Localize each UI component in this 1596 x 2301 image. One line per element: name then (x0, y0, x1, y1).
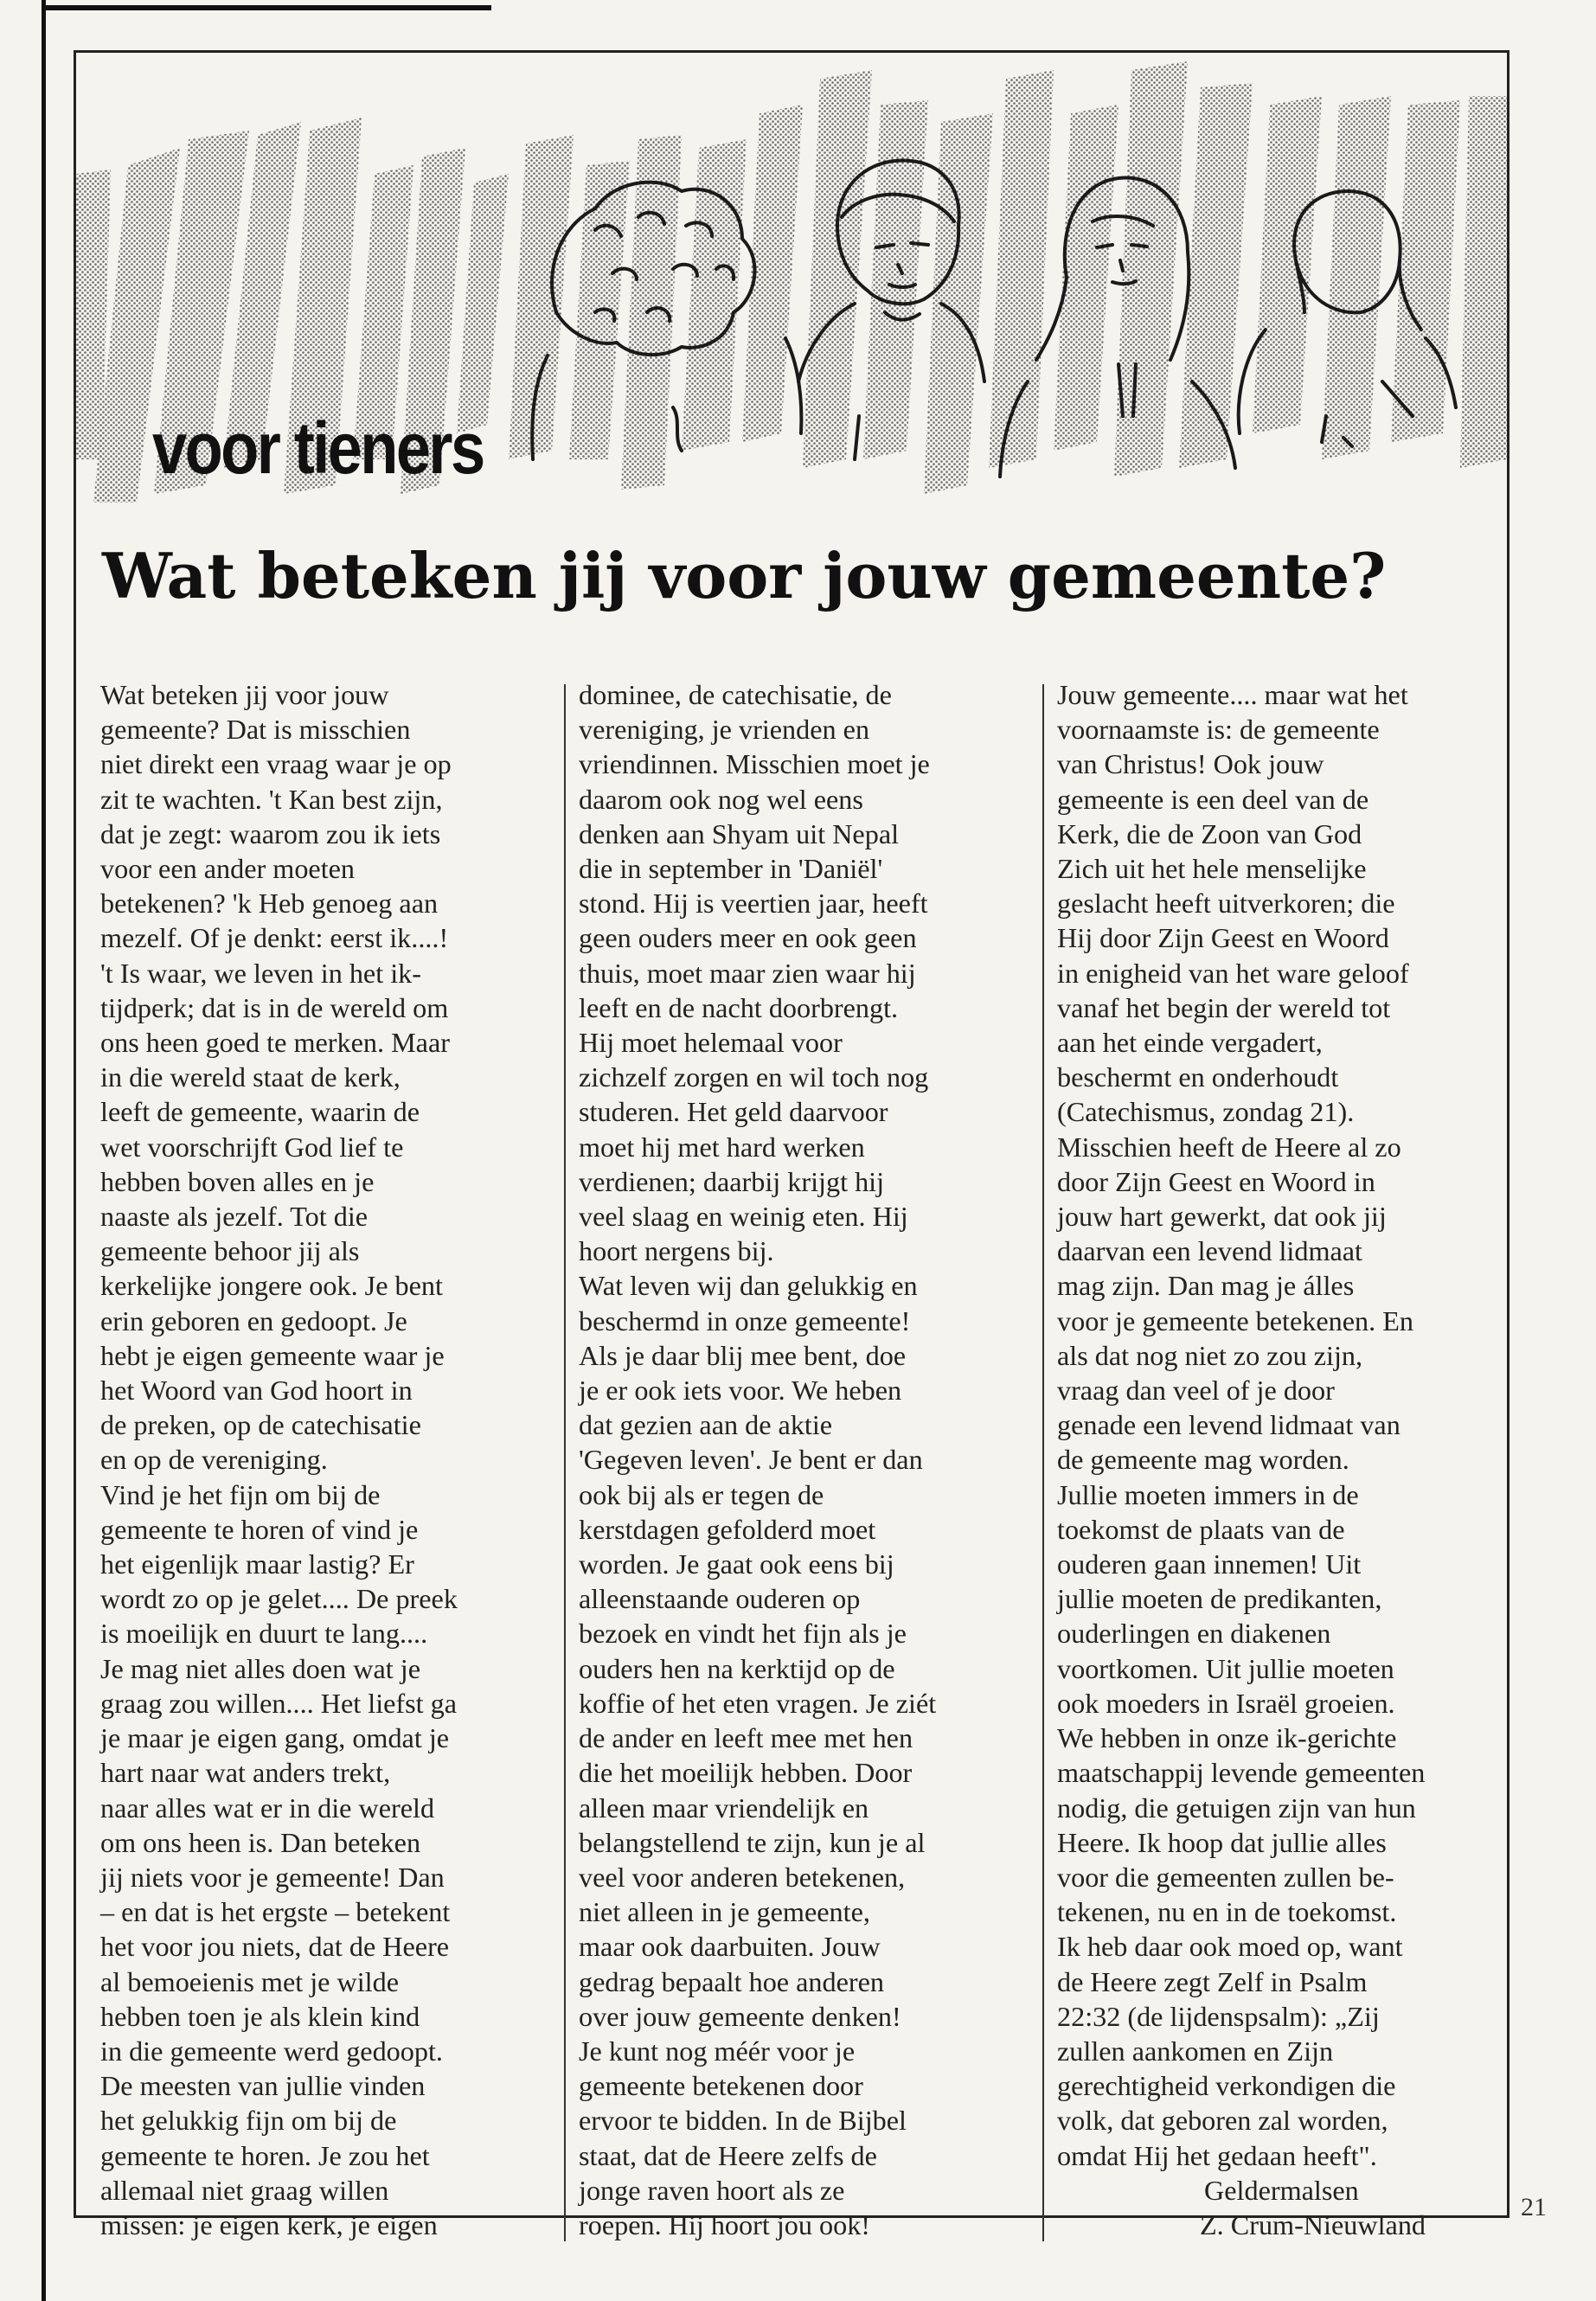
text-line: Wat beteken jij voor jouw (100, 679, 389, 710)
column-3 (1057, 677, 1507, 2252)
article-title: Wat beteken jij voor jouw gemeente? (102, 539, 1387, 612)
section-kicker: voor tieners (152, 407, 484, 489)
text-line: bezoek en vindt het fijn als je (579, 1618, 907, 1650)
text-line: wordt zo op je gelet.... De preek (100, 1583, 458, 1615)
text-line: het Woord van God hoort in (100, 1375, 413, 1407)
text-line: 22:32 (de lijdenspsalm): „Zij (1057, 2000, 1380, 2032)
text-line: gemeente betekenen door (579, 2070, 863, 2102)
text-line: leeft en de nacht doorbrengt. (579, 991, 899, 1023)
text-line: gerechtigheid verkondigen die (1057, 2070, 1396, 2102)
text-line: zichzelf zorgen en wil toch nog (579, 1061, 929, 1093)
text-line: hebt je eigen gemeente waar je (100, 1339, 445, 1371)
text-line: voor die gemeenten zullen be- (1057, 1861, 1394, 1893)
text-line: gemeente te horen of vind je (100, 1513, 419, 1545)
text-line: We hebben in onze ik-gerichte (1057, 1722, 1397, 1754)
text-line: mag zijn. Dan mag je álles (1057, 1270, 1355, 1302)
text-line: volk, dat geboren zal worden, (1057, 2105, 1388, 2137)
text-line: Als je daar blij mee bent, doe (579, 1339, 907, 1371)
text-line: gedrag bepaalt hoe anderen (579, 1965, 884, 1997)
text-line: al bemoeienis met je wilde (100, 1965, 400, 1997)
text-line: ook moeders in Israël groeien. (1057, 1687, 1395, 1719)
text-line: ouderlingen en diakenen (1057, 1618, 1331, 1650)
text-line: staat, dat de Heere zelfs de (579, 2139, 877, 2171)
text-line: ervoor te bidden. In de Bijbel (579, 2105, 907, 2137)
text-line: hebben toen je als klein kind (100, 2000, 420, 2032)
text-line: belangstellend te zijn, kun je al (579, 1826, 926, 1858)
text-line: koffie of het eten vragen. Je ziét (579, 1687, 937, 1719)
text-line: – en dat is het ergste – betekent (100, 1896, 451, 1928)
text-line: (Catechismus, zondag 21). (1057, 1096, 1355, 1128)
text-line: in die wereld staat de kerk, (100, 1061, 401, 1093)
text-line: jij niets voor je gemeente! Dan (100, 1861, 445, 1893)
text-line: dat gezien aan de aktie (579, 1409, 833, 1441)
text-line: tekenen, nu en in de toekomst. (1057, 1896, 1397, 1928)
text-line: leeft de gemeente, waarin de (100, 1096, 420, 1128)
text-line: het voor jou niets, dat de Heere (100, 1931, 450, 1963)
text-line: ouderen gaan innemen! Uit (1057, 1548, 1362, 1580)
text-line: alleenstaande ouderen op (579, 1583, 861, 1615)
text-line: moet hij met hard werken (579, 1131, 865, 1163)
text-line: voor je gemeente betekenen. En (1057, 1304, 1413, 1336)
text-line: ouders hen na kerktijd op de (579, 1652, 895, 1684)
text-line: aan het einde vergadert, (1057, 1027, 1323, 1059)
column-2 (579, 677, 1029, 2252)
text-line: om ons heen is. Dan beteken (100, 1826, 421, 1858)
page-number: 21 (1521, 2193, 1547, 2221)
text-line: alleen maar vriendelijk en (579, 1791, 869, 1823)
text-line: ook bij als er tegen de (579, 1478, 824, 1510)
text-line: beschermt en onderhoudt (1057, 1061, 1339, 1093)
text-line: en op de vereniging. (100, 1444, 328, 1476)
signature-author: Z. Crum-Nieuwland (1200, 2208, 1426, 2240)
text-line: allemaal niet graag willen (100, 2174, 389, 2206)
text-line: gemeente is een deel van de (1057, 783, 1369, 815)
text-line: vraag dan veel of je door (1057, 1375, 1335, 1407)
text-line: vereniging, je vrienden en (579, 714, 870, 746)
text-line: mezelf. Of je denkt: eerst ik....! (100, 922, 449, 954)
text-line: thuis, moet maar zien waar hij (579, 957, 916, 989)
text-line: het gelukkig fijn om bij de (100, 2105, 397, 2137)
article-frame (74, 50, 1509, 2240)
text-line: De meesten van jullie vinden (100, 2070, 426, 2102)
text-line: voor een ander moeten (100, 853, 356, 885)
text-line: Misschien heeft de Heere al zo (1057, 1131, 1401, 1163)
text-line: beschermd in onze gemeente! (579, 1304, 911, 1336)
text-line: in enigheid van het ware geloof (1057, 957, 1409, 989)
text-line: jouw hart gewerkt, dat ook jij (1057, 1201, 1387, 1233)
text-line: gemeente te horen. Je zou het (100, 2139, 430, 2171)
text-line: geslacht heeft uitverkoren; die (1057, 888, 1395, 920)
text-line: je maar je eigen gang, omdat je (100, 1722, 450, 1754)
text-line: je er ook iets voor. We heben (579, 1375, 902, 1407)
text-line: vriendinnen. Misschien moet je (579, 748, 930, 780)
text-line: hoort nergens bij. (579, 1235, 774, 1267)
text-line: 'Gegeven leven'. Je bent er dan (579, 1444, 923, 1476)
text-line: zit te wachten. 't Kan best zijn, (100, 783, 443, 815)
text-line: dominee, de catechisatie, de (579, 679, 892, 710)
text-line: maar ook daarbuiten. Jouw (579, 1931, 881, 1963)
text-line: door Zijn Geest en Woord in (1057, 1165, 1375, 1197)
text-line: betekenen? 'k Heb genoeg aan (100, 888, 439, 920)
text-line: naar alles wat er in die wereld (100, 1791, 435, 1823)
text-line: over jouw gemeente denken! (579, 2000, 901, 2032)
text-line: Ik heb daar ook moed op, want (1057, 1931, 1403, 1963)
text-line: gemeente? Dat is misschien (100, 714, 411, 746)
text-line: in die gemeente werd gedoopt. (100, 2035, 443, 2067)
column-divider (1042, 684, 1044, 2241)
text-line: gemeente behoor jij als (100, 1235, 360, 1267)
article-body (100, 677, 1484, 2252)
text-line: hebben boven alles en je (100, 1165, 375, 1197)
text-line: Hij door Zijn Geest en Woord (1057, 922, 1389, 954)
text-line: wet voorschrijft God lief te (100, 1131, 404, 1163)
text-line: de ander en leeft mee met hen (579, 1722, 913, 1754)
text-line: vanaf het begin der wereld tot (1057, 991, 1391, 1023)
text-line: voortkomen. Uit jullie moeten (1057, 1652, 1394, 1684)
text-line: worden. Je gaat ook eens bij (579, 1548, 894, 1580)
text-line: maatschappij levende gemeenten (1057, 1757, 1426, 1789)
column-1 (100, 677, 550, 2252)
top-edge-mark (42, 5, 491, 10)
text-line: verdienen; daarbij krijgt hij (579, 1165, 885, 1197)
text-line: roepen. Hij hoort jou ook! (579, 2208, 871, 2240)
text-line: hart naar wat anders trekt, (100, 1757, 391, 1789)
text-line: die in september in 'Daniël' (579, 853, 883, 885)
text-line: genade een levend lidmaat van (1057, 1409, 1401, 1441)
text-line: jullie moeten de predikanten, (1057, 1583, 1382, 1615)
text-line: toekomst de plaats van de (1057, 1513, 1345, 1545)
text-line: kerkelijke jongere ook. Je bent (100, 1270, 443, 1302)
text-line: stond. Hij is veertien jaar, heeft (579, 888, 928, 920)
text-line: de Heere zegt Zelf in Psalm (1057, 1965, 1368, 1997)
text-line: het eigenlijk maar lastig? Er (100, 1548, 414, 1580)
text-line: voornaamste is: de gemeente (1057, 714, 1380, 746)
text-line: Jullie moeten immers in de (1057, 1478, 1359, 1510)
text-line: dat je zegt: waarom zou ik iets (100, 817, 441, 849)
text-line: veel voor anderen betekenen, (579, 1861, 906, 1893)
text-line: naaste als jezelf. Tot die (100, 1201, 369, 1233)
text-line: kerstdagen gefolderd moet (579, 1513, 876, 1545)
text-line: als dat nog niet zo zou zijn, (1057, 1339, 1363, 1371)
text-line: Jouw gemeente.... maar wat het (1057, 679, 1408, 710)
text-line: daarvan een levend lidmaat (1057, 1235, 1362, 1267)
text-line: Je kunt nog méér voor je (579, 2035, 856, 2067)
text-line: omdat Hij het gedaan heeft". (1057, 2139, 1377, 2171)
text-line: nodig, die getuigen zijn van hun (1057, 1791, 1416, 1823)
signature-place: Geldermalsen (1204, 2174, 1359, 2206)
text-line: graag zou willen.... Het liefst ga (100, 1687, 458, 1719)
text-line: die het moeilijk hebben. Door (579, 1757, 913, 1789)
text-line: tijdperk; dat is in de wereld om (100, 991, 449, 1023)
text-line: ons heen goed te merken. Maar (100, 1027, 450, 1059)
text-line: van Christus! Ook jouw (1057, 748, 1324, 780)
text-line: Je mag niet alles doen wat je (100, 1652, 421, 1684)
text-line: denken aan Shyam uit Nepal (579, 817, 900, 849)
text-line: zullen aankomen en Zijn (1057, 2035, 1334, 2067)
column-divider (564, 684, 566, 2241)
text-line: daarom ook nog wel eens (579, 783, 863, 815)
text-line: erin geboren en gedoopt. Je (100, 1304, 407, 1336)
text-line: jonge raven hoort als ze (579, 2174, 845, 2206)
text-line: de preken, op de catechisatie (100, 1409, 421, 1441)
text-line: niet alleen in je gemeente, (579, 1896, 870, 1928)
text-line: Heere. Ik hoop dat jullie alles (1057, 1826, 1387, 1858)
binding-edge (42, 0, 46, 2301)
text-line: is moeilijk en duurt te lang.... (100, 1618, 428, 1650)
text-line: niet direkt een vraag waar je op (100, 748, 452, 780)
text-line: geen ouders meer en ook geen (579, 922, 917, 954)
text-line: veel slaag en weinig eten. Hij (579, 1201, 908, 1233)
text-line: de gemeente mag worden. (1057, 1444, 1349, 1476)
text-line: missen: je eigen kerk, je eigen (100, 2208, 438, 2240)
text-line: Hij moet helemaal voor (579, 1027, 843, 1059)
text-line: 't Is waar, we leven in het ik- (100, 957, 421, 989)
text-line: Kerk, die de Zoon van God (1057, 817, 1362, 849)
text-line: studeren. Het geld daarvoor (579, 1096, 888, 1128)
text-line: Zich uit het hele menselijke (1057, 853, 1367, 885)
text-line: Vind je het fijn om bij de (100, 1478, 381, 1510)
text-line: Wat leven wij dan gelukkig en (579, 1270, 918, 1302)
